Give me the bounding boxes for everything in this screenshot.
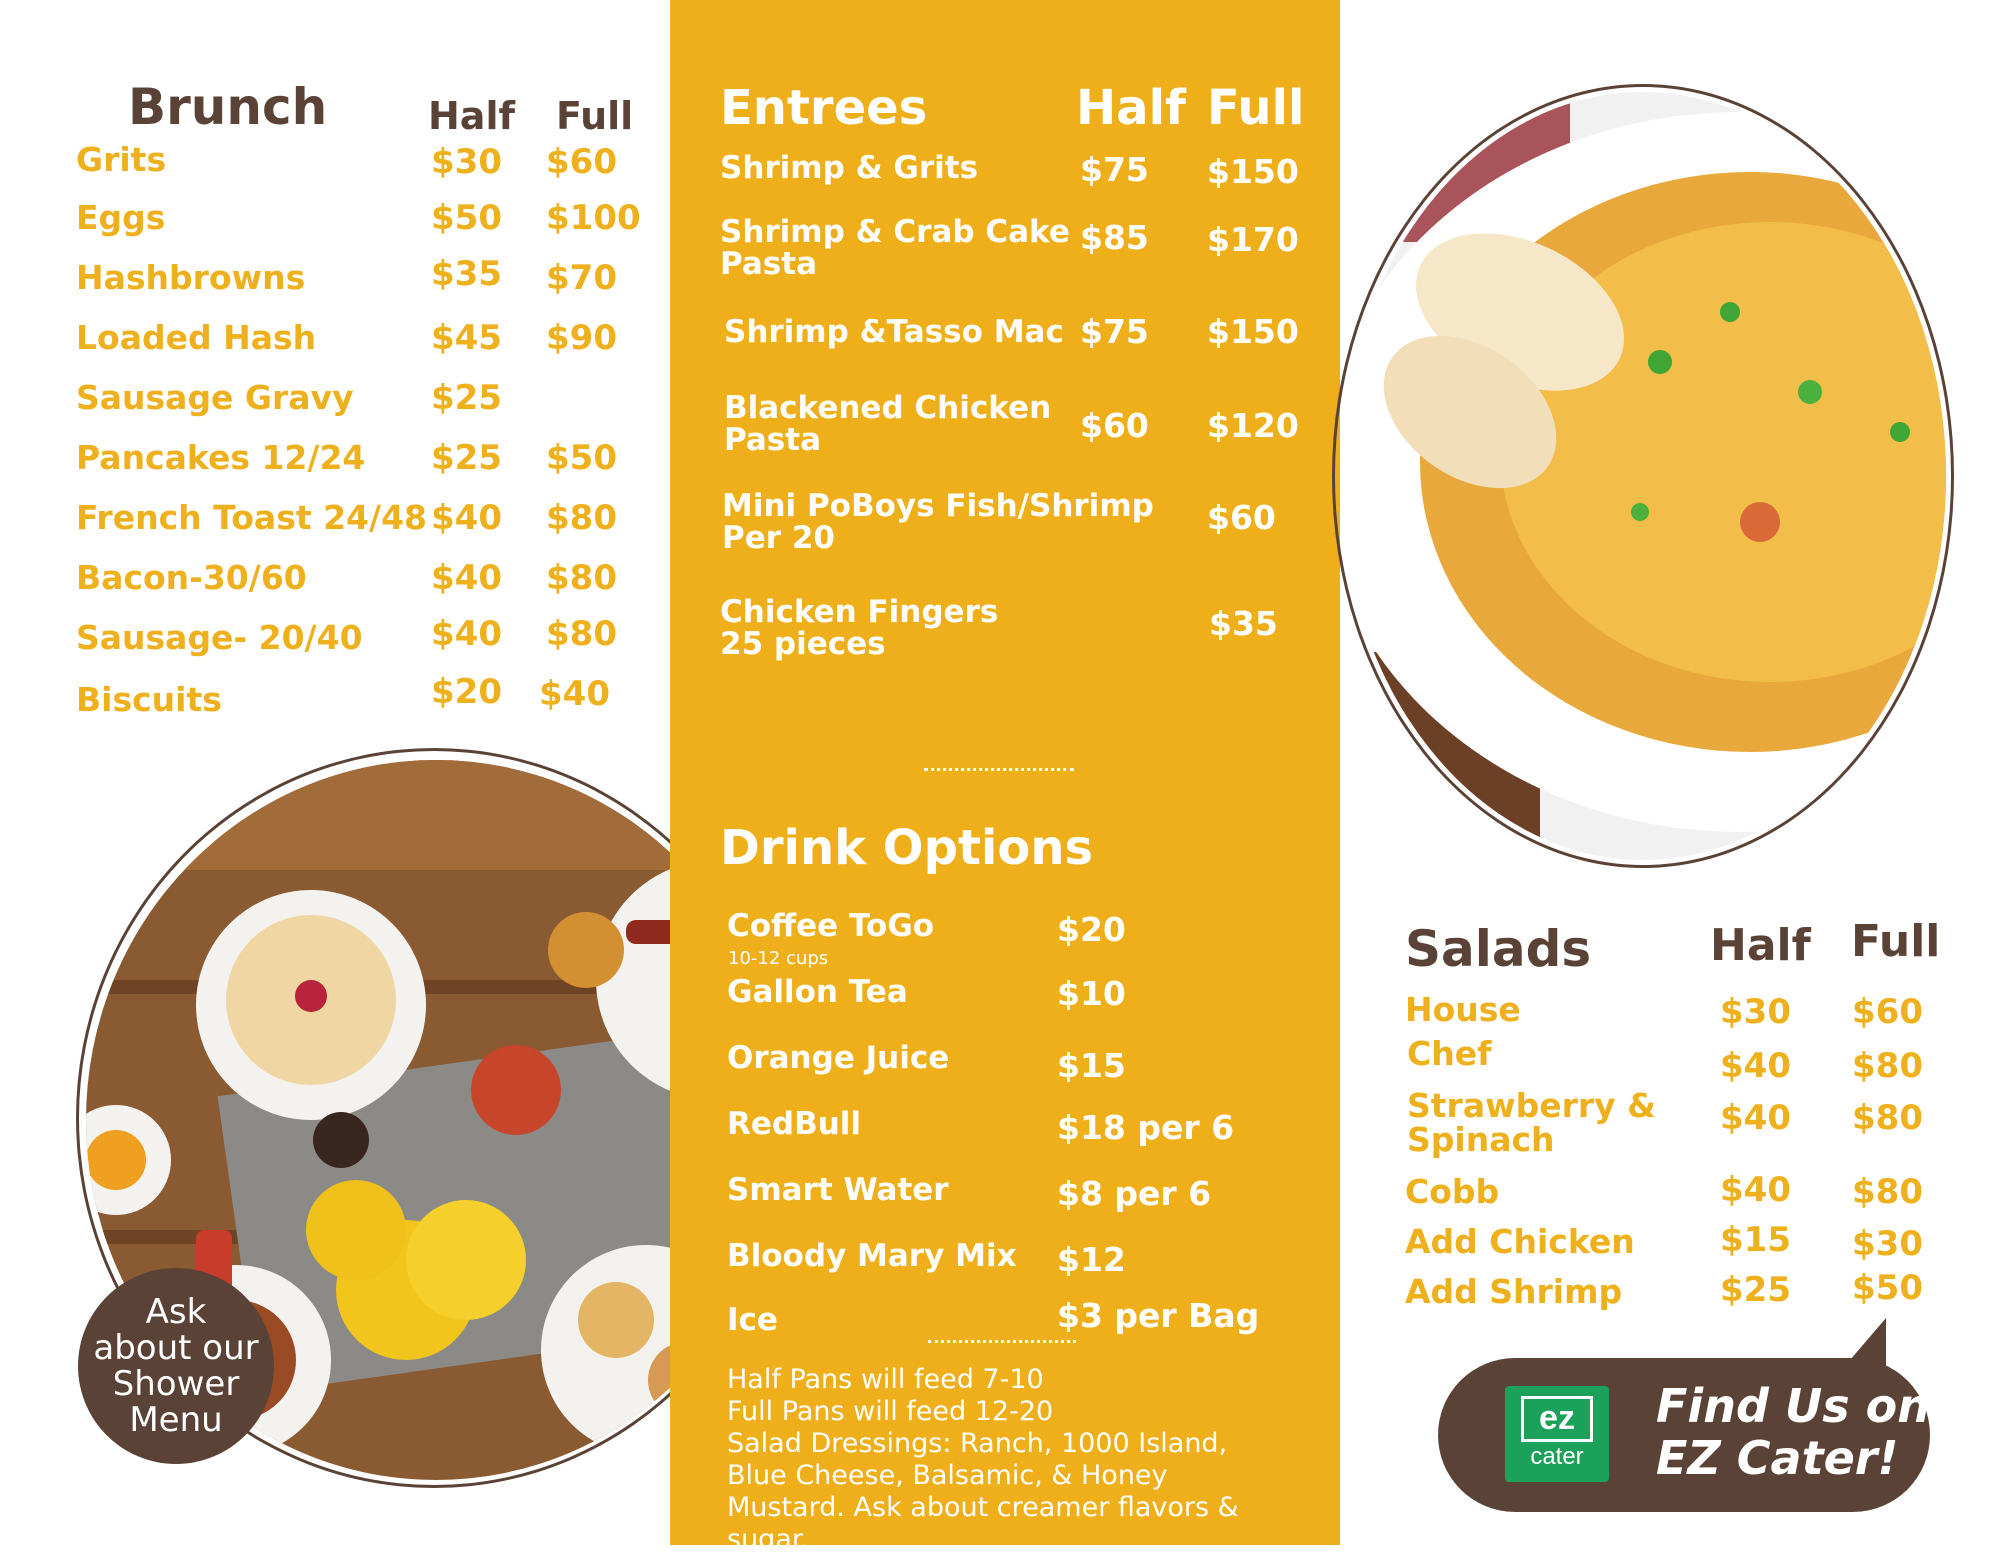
entree-item-full: $120 — [1207, 406, 1299, 445]
salads-full-header: Full — [1851, 916, 1941, 967]
salad-item-half: $30 — [1720, 992, 1791, 1032]
ez-line-2: EZ Cater! — [1656, 1431, 1899, 1485]
ez-logo-bottom: cater — [1530, 1443, 1584, 1470]
salad-item-full: $80 — [1852, 1098, 1923, 1138]
entrees-full-header: Full — [1207, 80, 1305, 136]
brunch-item-name: Biscuits — [76, 680, 222, 719]
ezcater-tagline — [1656, 1380, 1930, 1484]
entree-item-half: $75 — [1080, 312, 1149, 351]
salad-item-full: $50 — [1852, 1268, 1923, 1308]
brunch-item-half: $45 — [431, 318, 502, 358]
salad-item-name: Add Shrimp — [1405, 1272, 1623, 1311]
note-half-pans: Half Pans will feed 7-10 — [727, 1364, 1044, 1395]
brunch-item-full: $40 — [539, 674, 610, 714]
salad-item-half: $25 — [1720, 1270, 1791, 1310]
salad-item-half: $40 — [1720, 1098, 1791, 1138]
drink-item-price: $18 per 6 — [1057, 1108, 1235, 1147]
brunch-item-full: $80 — [546, 498, 617, 538]
entree-item-name: Blackened Chicken — [724, 390, 1052, 426]
entree-item-half: $85 — [1080, 218, 1149, 257]
mac-cheese-photo — [1340, 92, 1946, 860]
brunch-item-full: $90 — [546, 318, 617, 358]
entree-item-name: Chicken Fingers — [720, 594, 999, 630]
brunch-item-name: Loaded Hash — [76, 318, 317, 357]
entree-item-half: $75 — [1080, 150, 1149, 189]
drink-item-price: $3 per Bag — [1057, 1296, 1260, 1335]
brunch-item-half: $35 — [431, 254, 502, 294]
drink-item-name: Orange Juice — [727, 1040, 950, 1076]
salad-item-name: Strawberry & — [1407, 1086, 1656, 1125]
ezcater-logo[interactable] — [1505, 1386, 1609, 1482]
brunch-item-name: Grits — [76, 140, 167, 179]
brunch-item-full: $80 — [546, 558, 617, 598]
shower-line-3: Shower — [112, 1364, 240, 1404]
drink-item-sub: 10-12 cups — [728, 948, 829, 969]
brunch-title: Brunch — [128, 78, 328, 136]
brunch-full-header: Full — [556, 94, 634, 138]
note-full-pans: Full Pans will feed 12-20 — [727, 1396, 1054, 1427]
salad-item-subline: Spinach — [1407, 1120, 1555, 1159]
brunch-item-name: Hashbrowns — [76, 258, 306, 297]
note-dressings: Salad Dressings: Ranch, 1000 Island, Blue Cheese, Balsamic, & Honey Mustard. Ask about creamer flavors & sugar. — [727, 1428, 1239, 1555]
salad-item-half: $40 — [1720, 1046, 1791, 1086]
entree-item-name: Shrimp &Tasso Mac — [724, 314, 1064, 350]
brunch-item-half: $30 — [431, 142, 502, 182]
salads-title: Salads — [1405, 920, 1592, 978]
entree-item-subline: Per 20 — [722, 520, 835, 556]
ez-line-1: Find Us on — [1656, 1379, 1930, 1433]
brunch-item-name: Bacon-30/60 — [76, 558, 307, 597]
brunch-item-half: $40 — [431, 498, 502, 538]
entree-item-full: $60 — [1207, 498, 1276, 537]
entree-item-name: Shrimp & Grits — [720, 150, 979, 186]
brunch-item-half: $25 — [431, 438, 502, 478]
brunch-item-name: Pancakes 12/24 — [76, 438, 366, 477]
salad-item-name: Cobb — [1405, 1172, 1500, 1211]
drink-item-price: $10 — [1057, 974, 1126, 1013]
brunch-item-half: $40 — [431, 558, 502, 598]
brunch-half-header: Half — [428, 94, 516, 138]
shower-line-4: Menu — [129, 1400, 223, 1440]
drink-item-price: $12 — [1057, 1240, 1126, 1279]
brunch-item-name: Eggs — [76, 198, 166, 237]
brunch-item-half: $20 — [431, 672, 502, 712]
entrees-half-header: Half — [1076, 80, 1186, 136]
entree-item-full: $170 — [1207, 220, 1299, 259]
shower-menu-badge — [78, 1268, 274, 1464]
drink-item-price: $8 per 6 — [1057, 1174, 1212, 1213]
brunch-item-full: $100 — [546, 198, 641, 238]
brunch-item-name: Sausage- 20/40 — [76, 618, 363, 657]
shower-line-1: Ask — [145, 1292, 207, 1332]
brunch-item-half: $25 — [431, 378, 502, 418]
drink-item-name: Coffee ToGo — [727, 908, 935, 944]
brunch-item-full: $60 — [546, 142, 617, 182]
entree-item-subline: Pasta — [724, 422, 821, 458]
brunch-item-half: $50 — [431, 198, 502, 238]
drink-item-price: $15 — [1057, 1046, 1126, 1085]
brunch-item-name: Sausage Gravy — [76, 378, 354, 417]
shower-line-2: about our — [93, 1328, 259, 1368]
drink-item-name: Ice — [727, 1302, 778, 1338]
brunch-item-full: $80 — [546, 614, 617, 654]
brunch-item-full: $70 — [546, 258, 617, 298]
salad-item-half: $40 — [1720, 1170, 1791, 1210]
entree-item-full: $150 — [1207, 312, 1299, 351]
drink-item-name: RedBull — [727, 1106, 862, 1142]
salad-item-name: Add Chicken — [1405, 1222, 1635, 1261]
salad-item-name: House — [1405, 990, 1521, 1029]
drink-item-name: Gallon Tea — [727, 974, 908, 1010]
salad-item-full: $80 — [1852, 1172, 1923, 1212]
entree-item-full: $150 — [1207, 152, 1299, 191]
salads-half-header: Half — [1710, 920, 1811, 971]
salad-item-full: $30 — [1852, 1224, 1923, 1264]
serving-notes — [727, 1364, 1287, 1556]
salad-item-name: Chef — [1407, 1034, 1492, 1073]
drinks-divider — [928, 1340, 1076, 1343]
ez-logo-top: ez — [1521, 1396, 1593, 1442]
entree-item-half: $60 — [1080, 406, 1149, 445]
section-divider — [924, 768, 1074, 771]
brunch-item-half: $40 — [431, 614, 502, 654]
drinks-title: Drink Options — [720, 820, 1094, 876]
salad-item-full: $60 — [1852, 992, 1923, 1032]
drink-item-name: Bloody Mary Mix — [727, 1238, 1017, 1274]
brunch-item-name: French Toast 24/48 — [76, 498, 427, 537]
salad-item-full: $80 — [1852, 1046, 1923, 1086]
salad-item-half: $15 — [1720, 1220, 1791, 1260]
entree-item-name: Mini PoBoys Fish/Shrimp — [722, 488, 1154, 524]
entree-item-full: $35 — [1209, 604, 1278, 643]
brunch-item-full: $50 — [546, 438, 617, 478]
entree-item-name: Shrimp & Crab Cake — [720, 214, 1070, 250]
entree-item-subline: 25 pieces — [720, 626, 886, 662]
entree-item-subline: Pasta — [720, 246, 817, 282]
entrees-title: Entrees — [720, 80, 928, 136]
drink-item-name: Smart Water — [727, 1172, 949, 1208]
drink-item-price: $20 — [1057, 910, 1126, 949]
